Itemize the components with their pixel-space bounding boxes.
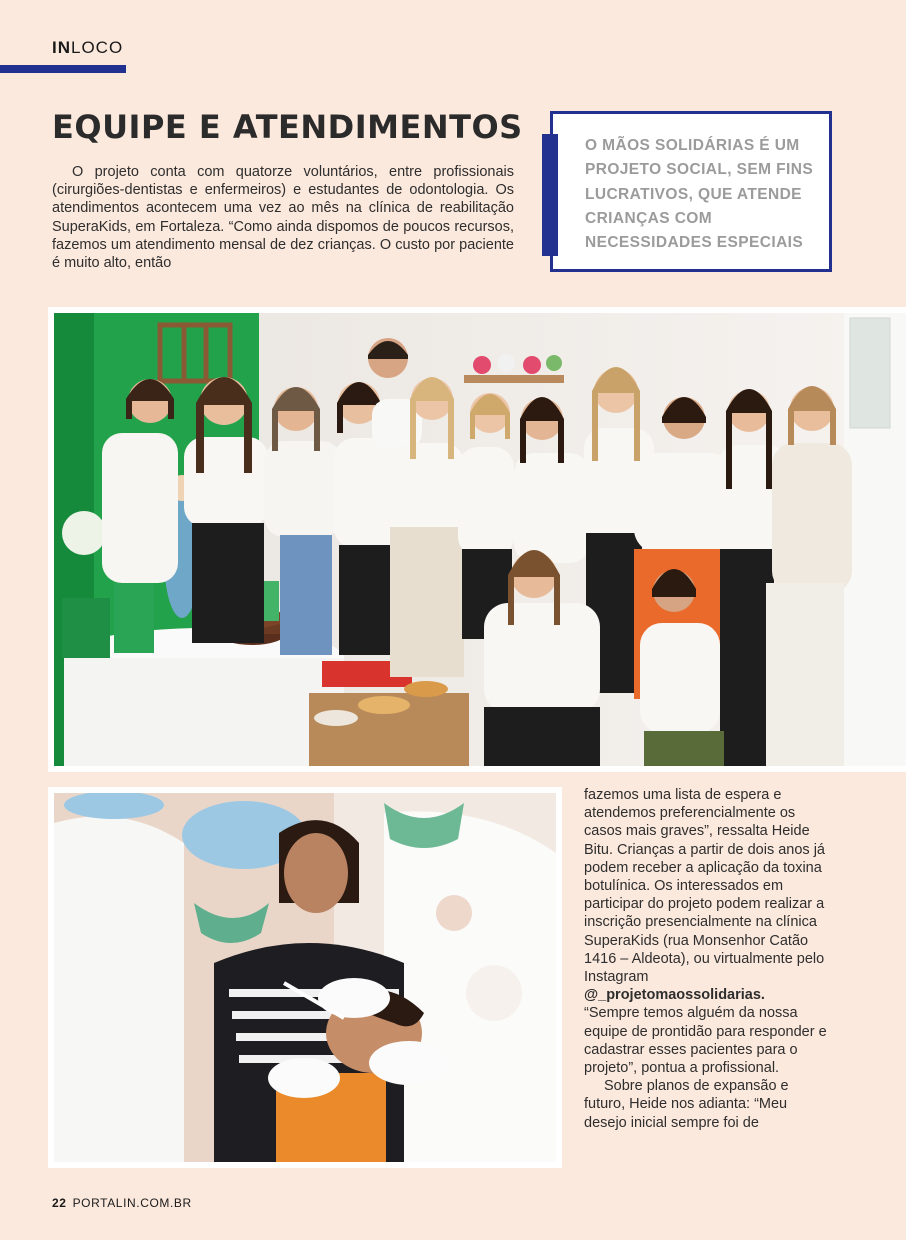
pull-quote-accent	[542, 134, 558, 256]
article-column-right	[584, 786, 829, 1132]
section-bar	[0, 65, 126, 73]
pull-quote-text: O MÃOS SOLIDÁRIAS É UM PROJETO SOCIAL, SEM FINS LUCRATIVOS, QUE ATENDE CRIANÇAS COM NECESSIDADES ESPECIAIS	[585, 137, 814, 252]
team-photo-illustration	[54, 313, 906, 766]
page-footer	[52, 1196, 192, 1210]
article-headline: EQUIPE E ATENDIMENTOS	[52, 108, 523, 146]
section-tag	[52, 38, 123, 58]
section-tag-rest: LOCO	[71, 38, 124, 57]
page-number: 22	[52, 1196, 67, 1210]
procedure-photo	[48, 787, 562, 1168]
footer-site[interactable]: PORTALIN.COM.BR	[72, 1196, 192, 1210]
intro-paragraph: O projeto conta com quatorze voluntários, entre profissionais (cirurgiões-dentistas e enfermeiros) e estudantes de odontologia. Os atendimentos acontecem uma vez ao mês na clínica de reabilitação SuperaKids, em Fortaleza. “Como ainda dispomos de poucos recursos, fazemos um atendimento mensal de dez crianças. O custo por paciente é muito alto, então	[52, 164, 514, 272]
section-tag-bold: IN	[52, 38, 71, 57]
procedure-photo-illustration	[54, 793, 556, 1162]
col2-paragraph-1: fazemos uma lista de espera e atendemos preferencialmente os casos mais graves”, ressalta Heide Bitu. Crianças a partir de dois anos já podem receber a aplicação da toxina botulínica. Os interessados em participar do projeto podem realizar a inscrição presencialmente na clínica SuperaKids (rua Monsenhor Catão 1416 – Aldeota), ou virtualmente pelo Instagram	[584, 787, 825, 986]
col2-paragraph-2: “Sempre temos alguém da nossa equipe de prontidão para responder e cadastrar esses pacientes para o projeto”, pontua a profissional.	[584, 1005, 827, 1077]
instagram-handle[interactable]: @_projetomaossolidarias.	[584, 987, 765, 1004]
col2-paragraph-3: Sobre planos de expansão e futuro, Heide nos adianta: “Meu desejo inicial sempre foi de	[584, 1078, 789, 1131]
pull-quote-box	[550, 111, 832, 272]
team-photo	[48, 307, 906, 772]
